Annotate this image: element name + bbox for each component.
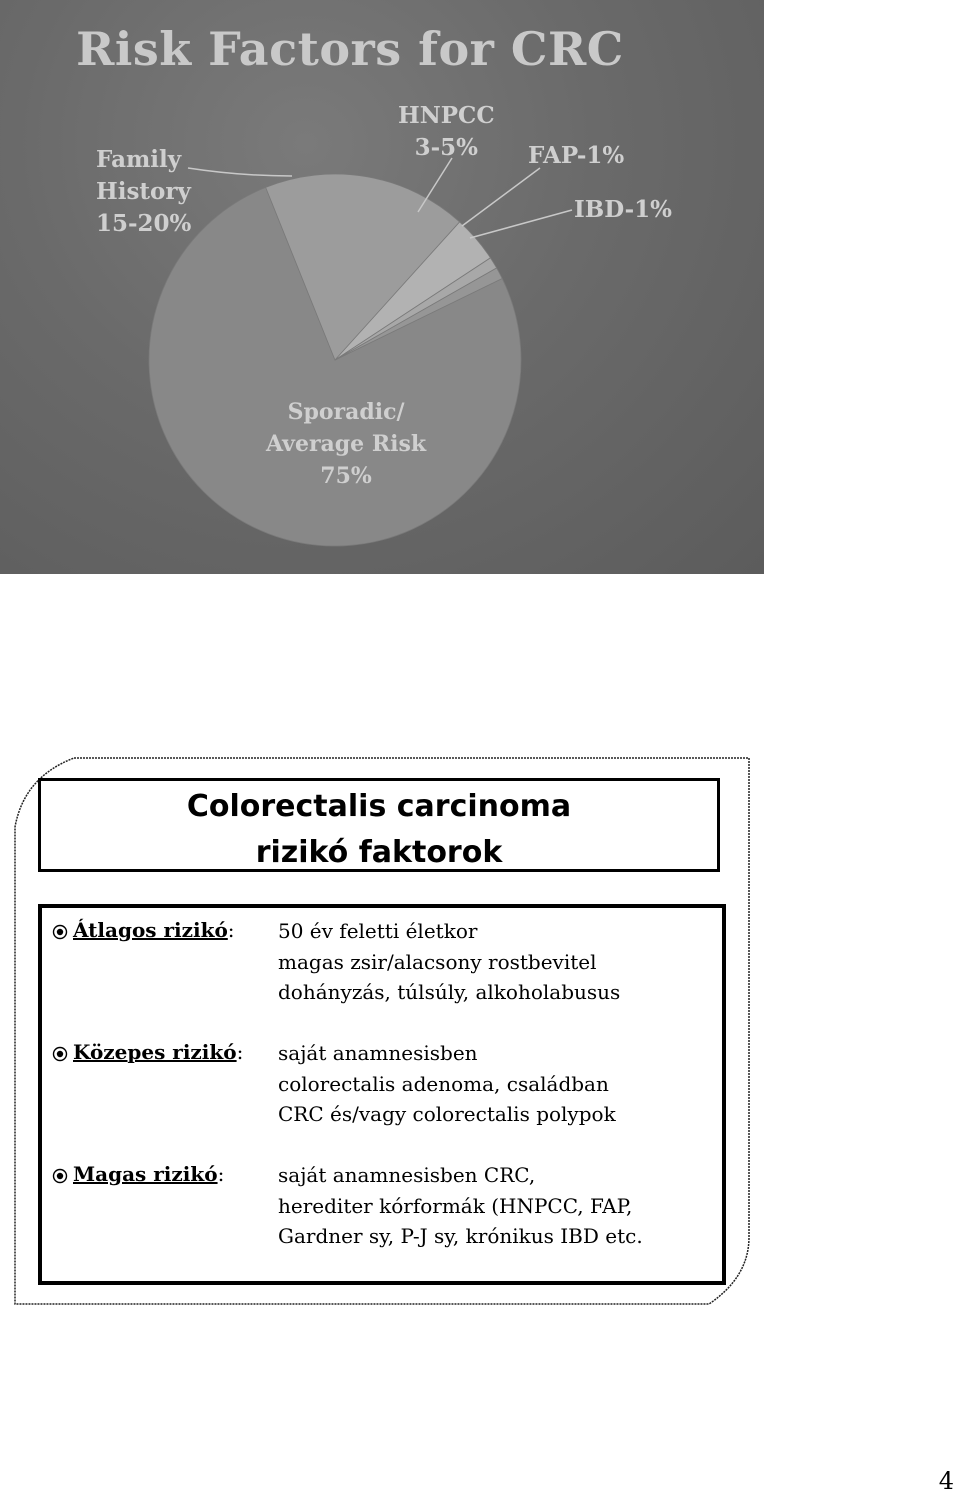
slide-photo-title: Risk Factors for CRC — [76, 22, 624, 76]
bullet-icon — [52, 1168, 68, 1184]
label-fap: FAP-1% — [528, 142, 625, 169]
leader-ibd — [470, 210, 572, 238]
risk-label-medium: Közepes rizikó: — [73, 1040, 244, 1064]
bullet-icon — [52, 924, 68, 940]
risk-desc-average: 50 év feletti életkor magas zsir/alacsony rostbevitel dohányzás, túlsúly, alkoholabusus — [278, 919, 621, 1004]
label-sporadic: Sporadic/ Average Risk 75% — [266, 399, 427, 489]
page-number: 4 — [938, 1467, 954, 1495]
risk-desc-high: saját anamnesisben CRC, herediter kórformák (HNPCC, FAP, Gardner sy, P-J sy, krónikus IBD etc. — [278, 1163, 643, 1248]
risk-label-average: Átlagos rizikó: — [73, 918, 235, 942]
label-ibd: IBD-1% — [574, 196, 672, 223]
slide-photo-risk-factors — [0, 0, 764, 574]
leader-fap — [462, 168, 540, 226]
slide2-title-line1: Colorectalis carcinoma — [186, 789, 572, 824]
bullet-icon — [52, 1046, 68, 1062]
risk-label-high: Magas rizikó: — [73, 1162, 225, 1186]
slide2-title-line2: rizikó faktorok — [255, 835, 503, 870]
label-hnpcc: HNPCC 3-5% — [398, 102, 495, 161]
leader-family-history — [188, 168, 292, 176]
risk-desc-medium: saját anamnesisben colorectalis adenoma, családban CRC és/vagy colorectalis polypok — [278, 1041, 616, 1126]
label-family-history: Family History 15-20% — [96, 146, 192, 237]
slide2-title-box — [38, 778, 720, 872]
risk-content-box — [38, 904, 726, 1285]
